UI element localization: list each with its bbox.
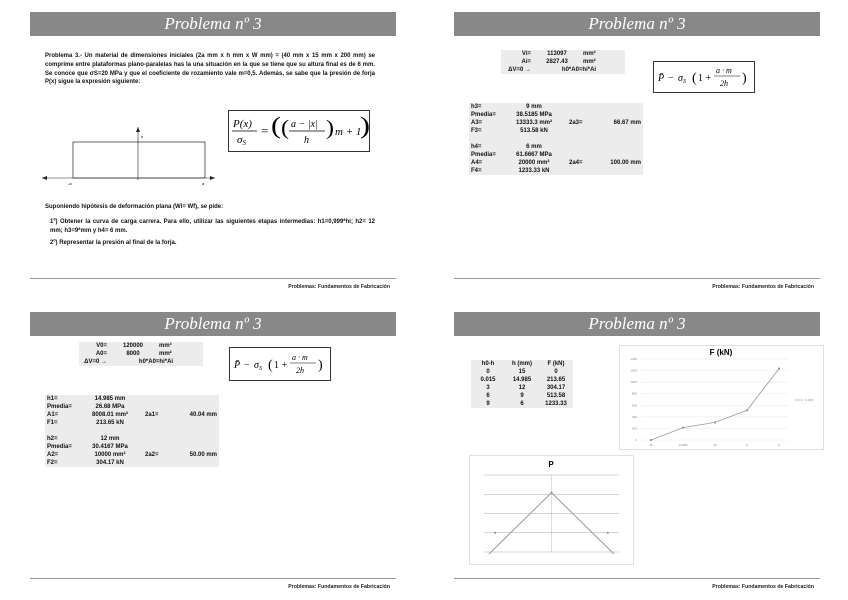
data-point <box>650 439 652 441</box>
problem-statement: Problema 3.- Un material de dimensiones iniciales (2a mm x h mm x W mm) = (40 mm x 15 mm x 200 mm) se comprime entre plataformas plano-paralelas has la una situación en la que se tiene que su altura final es de 6 mm. Se conoce que σS=20 MPa y que el coeficiente de rozamiento vale m=0,5. Además, se sabe que la presión de forja P(x) sigue la expresión siguiente: <box>45 53 375 86</box>
volume-table: V0= 120000 mm³ A0= 8000 mm² ΔV=0 → h0*A0=hi*Ai <box>79 342 203 366</box>
table-row <box>469 111 643 119</box>
table-cell: A1= <box>47 412 59 418</box>
mean-pressure-formula <box>653 61 755 93</box>
table-cell <box>175 443 219 451</box>
table-cell: 61.6667 MPa <box>516 152 552 158</box>
svg-text:): ) <box>318 358 323 373</box>
table-cell: 9 <box>486 401 490 407</box>
table-cell: 513.58 <box>546 393 566 399</box>
table-cell: 13333.3 mm² <box>515 120 553 126</box>
table-cell: 6 <box>520 401 524 407</box>
table-cell: 66.67 mm <box>613 120 641 126</box>
force-chart <box>619 345 824 450</box>
question-1: 1º) Obtener la curva de carga carrera. Para ello, utilizar las siguientes etapas intermedias: h1=0,999*hi; h2= 12 mm; h3=9*mm y h4= 6 mm. <box>50 219 375 234</box>
table-row <box>469 119 643 127</box>
svg-text:m + 1: m + 1 <box>335 126 362 138</box>
arrow-right-icon <box>210 176 215 180</box>
table-cell <box>143 403 175 411</box>
table-row <box>469 135 643 143</box>
svg-text:−: − <box>244 360 250 371</box>
table-cell: Pmedia= <box>471 112 496 118</box>
table-cell: 100.00 mm <box>610 160 641 166</box>
table-cell: 14.985 <box>512 377 532 383</box>
table-cell: Pmedia= <box>47 444 72 450</box>
data-point <box>714 421 716 423</box>
slide-footer: Problemas: Fundamentos de Fabricación <box>712 284 814 290</box>
x-tick-label: 14.985 <box>678 443 688 447</box>
table-header: h0-h <box>481 361 495 367</box>
table-cell <box>567 127 599 135</box>
table-cell <box>143 395 175 403</box>
table-cell <box>567 167 599 175</box>
table-cell: 20000 mm² <box>518 160 550 166</box>
question-2: 2º) Representar la presión al final de la forja. <box>50 240 177 246</box>
legend-label: F (kN) <box>805 398 814 402</box>
table-cell: 513.58 kN <box>520 128 548 134</box>
diagram-right-label: a <box>202 181 205 186</box>
slide-3 <box>0 300 424 600</box>
table-cell: 50.00 mm <box>189 452 217 458</box>
y-tick-label: 1200 <box>630 368 637 373</box>
x-tick-label: 9 <box>746 443 748 447</box>
svg-text:−: − <box>668 73 674 84</box>
table-cell: 12 mm <box>100 436 120 442</box>
table-cell <box>175 395 219 403</box>
table-row <box>471 400 573 408</box>
x-tick-label: 15 <box>649 443 653 447</box>
table-cell: 15 <box>518 369 526 375</box>
table-cell: 304.17 <box>546 385 566 391</box>
slide-title: Problema nº 3 <box>454 12 820 36</box>
svg-text:): ) <box>742 71 747 86</box>
table-cell: A3= <box>471 120 483 126</box>
table-cell <box>599 143 643 151</box>
table-cell: F4= <box>471 168 482 174</box>
table-cell: 8008.01 mm² <box>91 412 129 418</box>
table-cell: 10000 mm² <box>94 452 126 458</box>
table-cell <box>175 459 219 467</box>
table-cell <box>45 427 77 435</box>
table-cell <box>175 427 219 435</box>
table-cell: h3= <box>471 104 482 110</box>
y-tick-label: 600 <box>631 403 637 408</box>
table-cell: Pmedia= <box>47 404 72 410</box>
svg-text:): ) <box>360 112 369 139</box>
slide-title: Problema nº 3 <box>30 12 396 36</box>
table-row <box>469 103 643 111</box>
table-header: F (kN) <box>547 361 565 367</box>
table-row <box>45 435 219 443</box>
y-tick-label: 200 <box>631 426 637 431</box>
svg-text:P̄: P̄ <box>658 73 665 84</box>
table-cell: 12 <box>518 385 526 391</box>
y-tick-label: 1400 <box>630 357 637 361</box>
table-row <box>469 127 643 135</box>
table-cell: 213.65 <box>546 377 566 383</box>
table-row <box>45 395 219 403</box>
table-cell <box>143 427 175 435</box>
table-cell <box>599 167 643 175</box>
mean-pressure-formula <box>229 347 331 381</box>
table-row <box>45 427 219 435</box>
svg-text:2h: 2h <box>720 79 728 88</box>
table-cell: F1= <box>47 420 58 426</box>
data-point <box>778 368 780 370</box>
table-cell: 2a1= <box>145 412 159 418</box>
stage-table <box>45 395 219 467</box>
pressure-chart <box>469 455 634 565</box>
table-cell: A4= <box>471 160 483 166</box>
table-row <box>45 419 219 427</box>
table-cell <box>567 143 599 151</box>
svg-text:(: ( <box>268 358 273 373</box>
table-cell <box>599 151 643 159</box>
table-cell <box>143 459 175 467</box>
svg-text:P̄: P̄ <box>234 360 241 371</box>
x-tick-label: 12 <box>713 443 717 447</box>
chart-title: F (kN) <box>709 348 733 357</box>
chart-frame <box>620 346 824 450</box>
table-row <box>471 368 573 376</box>
table-cell <box>143 435 175 443</box>
table-cell: 9 <box>520 393 524 399</box>
table-cell: A2= <box>47 452 59 458</box>
table-cell: 3 <box>486 385 490 391</box>
table-row <box>45 403 219 411</box>
table-cell <box>599 103 643 111</box>
table-row <box>469 167 643 175</box>
svg-text:=: = <box>261 123 269 138</box>
svg-text:1 +: 1 + <box>698 73 712 84</box>
table-row <box>45 443 219 451</box>
stage-table <box>469 103 643 175</box>
table-cell: 1233.33 kN <box>518 168 550 174</box>
svg-text:σS: $\sigma_S$ <box>254 360 262 372</box>
chart-title: P <box>548 460 554 469</box>
table-row <box>45 411 219 419</box>
arrow-up-icon <box>136 127 140 132</box>
table-cell <box>567 135 599 143</box>
table-cell: 304.17 kN <box>96 460 124 466</box>
x-tick-label: 6 <box>778 443 780 447</box>
table-cell: 38.5185 MPa <box>516 112 552 118</box>
slide-title: Problema nº 3 <box>454 312 820 336</box>
arrow-left-icon <box>42 176 47 180</box>
y-tick-label: 800 <box>631 391 637 396</box>
slide-1 <box>0 0 424 300</box>
table-row <box>471 384 573 392</box>
table-cell: h4= <box>471 144 482 150</box>
data-point <box>607 532 609 534</box>
table-cell <box>567 151 599 159</box>
y-tick-label: 0 <box>635 438 637 442</box>
svg-text:σS: $\sigma_S$ <box>678 73 686 85</box>
table-cell <box>143 419 175 427</box>
svg-text:h: h <box>304 135 309 146</box>
table-cell: 30.4167 MPa <box>92 444 128 450</box>
table-cell: 26.68 MPa <box>95 404 125 410</box>
table-cell: h2= <box>47 436 58 442</box>
workpiece-diagram <box>40 125 220 187</box>
svg-text:2h: 2h <box>296 366 304 375</box>
table-cell <box>143 443 175 451</box>
hypothesis-text: Suponiendo hipótesis de deformación plana (Wi= Wf), se pide: <box>45 204 224 210</box>
table-cell: 0.015 <box>480 377 496 383</box>
table-header: h (mm) <box>512 361 532 367</box>
svg-text:P(x): P(x) <box>233 118 252 130</box>
svg-text:(: ( <box>281 115 289 140</box>
workpiece-rect <box>73 142 205 178</box>
table-row <box>471 376 573 384</box>
diagram-left-label: -a <box>68 181 72 186</box>
svg-text:): ) <box>326 115 334 140</box>
svg-text:1 +: 1 + <box>274 360 288 371</box>
slide-footer: Problemas: Fundamentos de Fabricación <box>712 584 814 590</box>
table-cell <box>567 111 599 119</box>
data-point <box>682 427 684 429</box>
table-cell <box>501 135 567 143</box>
y-tick-label: 1000 <box>630 380 637 385</box>
diagram-h-label: h <box>141 134 144 139</box>
table-cell: 0 <box>554 369 558 375</box>
svg-text:a · m: a · m <box>716 66 732 75</box>
table-cell: 9 mm <box>526 104 542 110</box>
table-cell: 0 <box>486 369 490 375</box>
table-cell <box>599 135 643 143</box>
table-row <box>469 151 643 159</box>
table-cell <box>599 111 643 119</box>
table-row <box>469 143 643 151</box>
table-cell: 14.985 mm <box>94 396 126 402</box>
table-row <box>469 159 643 167</box>
table-cell: Pmedia= <box>471 152 496 158</box>
slide-title: Problema nº 3 <box>30 312 396 336</box>
slide-footer: Problemas: Fundamentos de Fabricación <box>288 284 390 290</box>
table-cell: h1= <box>47 396 58 402</box>
data-point <box>746 409 748 411</box>
table-cell: 1233.33 <box>545 401 567 407</box>
table-cell: 6 <box>486 393 490 399</box>
table-cell <box>175 419 219 427</box>
pressure-formula <box>228 110 370 152</box>
table-cell: 2a2= <box>145 452 159 458</box>
table-header-row <box>471 360 573 368</box>
table-cell: 213.65 kN <box>96 420 124 426</box>
table-cell: 40.04 mm <box>189 412 217 418</box>
y-tick-label: 400 <box>631 414 637 419</box>
svg-text:(: ( <box>271 112 281 139</box>
table-cell <box>77 427 143 435</box>
table-cell <box>175 403 219 411</box>
table-cell <box>175 435 219 443</box>
table-cell: F2= <box>47 460 58 466</box>
table-cell: 2a4= <box>569 160 583 166</box>
table-cell <box>567 103 599 111</box>
svg-text:σS: σS <box>237 134 246 147</box>
data-point <box>494 532 496 534</box>
table-cell: 6 mm <box>526 144 542 150</box>
table-row <box>471 392 573 400</box>
data-point <box>551 492 553 494</box>
table-cell <box>469 135 501 143</box>
svg-text:a − |x|: a − |x| <box>291 119 318 130</box>
slide-4 <box>424 300 848 600</box>
table-cell <box>599 127 643 135</box>
table-cell: F3= <box>471 128 482 134</box>
svg-text:(: ( <box>692 71 697 86</box>
slide-footer: Problemas: Fundamentos de Fabricación <box>288 584 390 590</box>
table-row <box>45 459 219 467</box>
load-table <box>471 360 573 408</box>
table-row <box>45 451 219 459</box>
table-cell: 2a3= <box>569 120 583 126</box>
slide-2 <box>424 0 848 300</box>
svg-text:a · m: a · m <box>292 353 308 362</box>
volume-table: Vi= 113097 mm³ Ai= 2827.43 mm² ΔV=0 → h0*A0=hi*Ai <box>501 50 625 74</box>
